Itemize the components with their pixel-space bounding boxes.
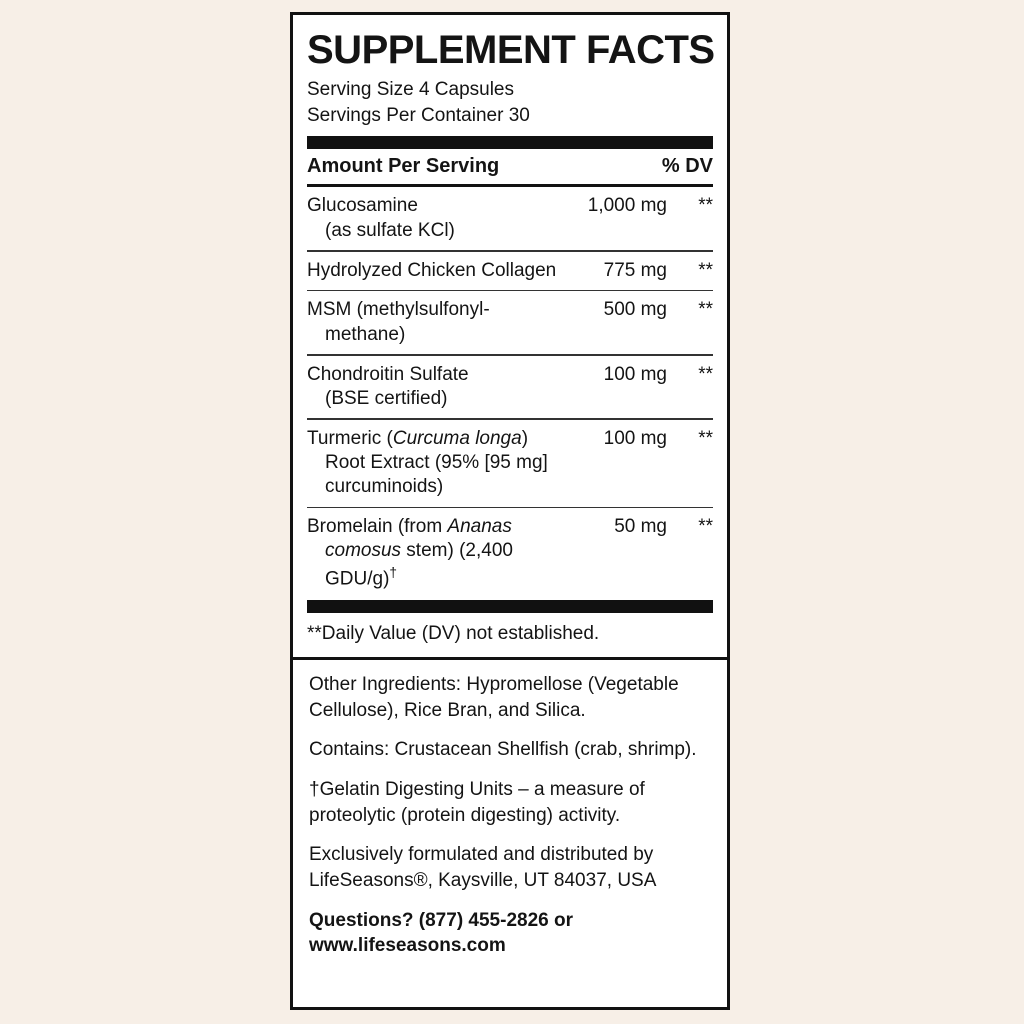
nutrient-name-line1: Bromelain (from Ananas: [307, 516, 512, 538]
nutrient-name: [307, 298, 581, 347]
table-row: [307, 187, 713, 250]
servings-per-container: Servings Per Container 30: [307, 105, 530, 127]
table-header-row: [307, 149, 713, 184]
nutrient-name-line1: Turmeric (Curcuma longa): [307, 427, 529, 449]
nutrient-amount: 100 mg: [603, 427, 667, 449]
nutrient-name-line2: methane): [325, 323, 406, 345]
nutrient-amount: 775 mg: [603, 259, 667, 281]
nutrient-name: [307, 427, 581, 500]
nutrient-name: [307, 259, 581, 283]
nutrient-amount: 50 mg: [614, 516, 667, 538]
nutrient-dv: **: [698, 516, 713, 538]
page-title: SUPPLEMENT FACTS: [307, 28, 715, 72]
nutrient-amount: 500 mg: [603, 299, 667, 321]
nutrient-name-line1: Glucosamine: [307, 195, 418, 217]
nutrient-name-line1: Chondroitin Sulfate: [307, 363, 469, 385]
nutrient-name-line2: (as sulfate KCl): [325, 219, 455, 241]
nutrient-name: [307, 194, 581, 243]
daily-value-note: **Daily Value (DV) not established.: [307, 623, 600, 645]
nutrient-amount: 100 mg: [603, 363, 667, 385]
nutrient-amount: 1,000 mg: [587, 195, 667, 217]
nutrient-name-line2: Root Extract (95% [95 mg]: [325, 451, 548, 473]
nutrient-name-line1: Hydrolyzed Chicken Collagen: [307, 259, 557, 281]
table-row: [307, 356, 713, 419]
divider-thick-top: [307, 136, 713, 149]
website-link[interactable]: www.lifeseasons.com: [309, 935, 506, 957]
nutrient-name-line2: (BSE certified): [325, 387, 448, 409]
info-block: [293, 660, 727, 959]
nutrient-dv: **: [698, 299, 713, 321]
nutrient-name-line2: comosus stem) (2,400 GDU/g)†: [325, 540, 513, 590]
daily-value-header: % DV: [661, 155, 713, 178]
supplement-label-panel: [290, 12, 730, 1010]
table-row: [307, 420, 713, 507]
gdu-footnote: †Gelatin Digesting Units – a measure of proteolytic (protein digesting) activity.: [309, 778, 645, 826]
nutrient-dv: **: [698, 259, 713, 281]
table-row: [307, 508, 713, 598]
table-row: [307, 252, 713, 290]
nutrient-name: [307, 515, 581, 591]
contains-allergens: Contains: Crustacean Shellfish (crab, shrimp).: [309, 739, 697, 761]
nutrient-name-line1: MSM (methylsulfonyl-: [307, 299, 490, 321]
distributor-info: Exclusively formulated and distributed by LifeSeasons®, Kaysville, UT 84037, USA: [309, 844, 657, 891]
divider-thick-bottom: [307, 600, 713, 613]
table-row: [307, 291, 713, 354]
serving-size: Serving Size 4 Capsules: [307, 79, 514, 100]
nutrient-dv: **: [698, 427, 713, 449]
nutrient-name: [307, 363, 581, 412]
nutrient-name-line3: curcuminoids): [325, 476, 444, 498]
nutrient-dv: **: [698, 363, 713, 385]
other-ingredients: Other Ingredients: Hypromellose (Vegetable Cellulose), Rice Bran, and Silica.: [309, 674, 679, 721]
questions-phone: Questions? (877) 455-2826 or: [309, 909, 573, 931]
nutrient-dv: **: [698, 195, 713, 217]
supplement-facts-box: [293, 29, 727, 660]
amount-per-serving-header: Amount Per Serving: [307, 155, 500, 178]
